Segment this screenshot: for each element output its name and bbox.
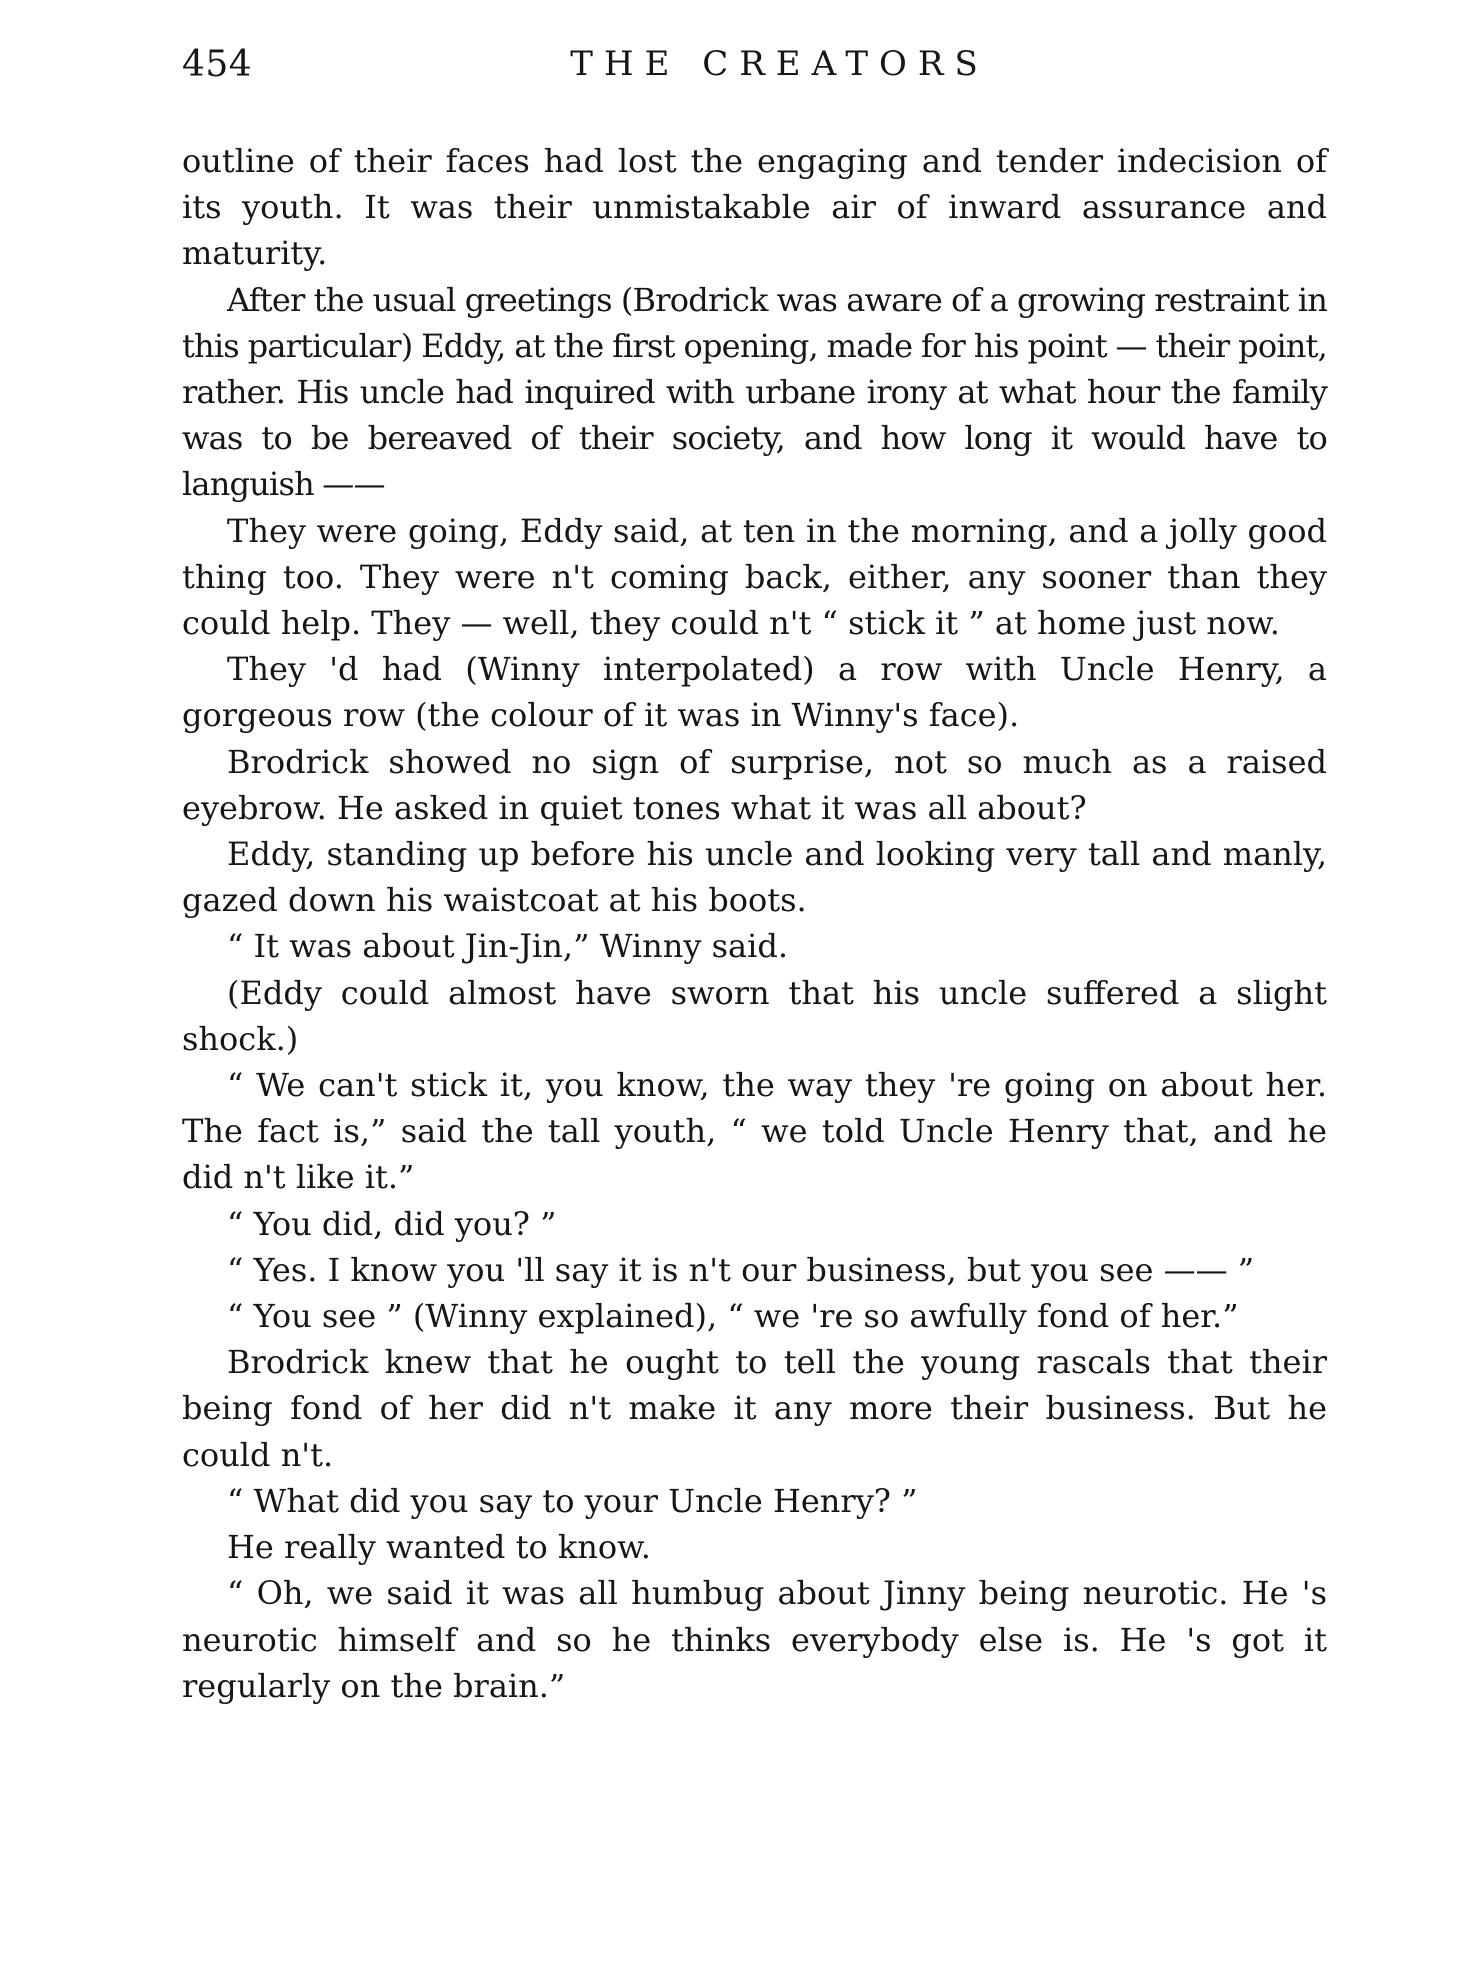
paragraph: “ Yes. I know you 'll say it is n't our business, but you see —— ” [227,1250,1255,1289]
paragraph: After the usual greetings (Brodrick was aware of a growing restraint in this particular) Eddy, at the first opening, made for his point — their point, rather. His uncle had inquired with urbane irony at what hour the family was to be bereaved of their society, and how long it would have to languish —— [182,280,1327,504]
paragraph: “ Oh, we said it was all humbug about Jinny being neurotic. He 's neurotic himself and so he thinks everybody else is. He 's got it regularly on the brain.” [182,1574,1327,1705]
paragraph: Brodrick knew that he ought to tell the young rascals that their being fond of her did n't make it any more their business. But he could n't. [182,1343,1327,1474]
paragraph: Brodrick showed no sign of surprise, not so much as a raised eyebrow. He asked in quiet tones what it was all about? [182,742,1327,827]
paragraph: They were going, Eddy said, at ten in the morning, and a jolly good thing too. They were n't coming back, either, any sooner than they could help. They — well, they could n't “ stick it ” at home just now. [182,511,1327,643]
page-number: 454 [182,44,253,85]
paragraph: He really wanted to know. [227,1528,651,1567]
paragraph: “ You did, did you? ” [227,1204,557,1243]
paragraph: “ We can't stick it, you know, the way they 're going on about her. The fact is,” said the tall youth, “ we told Uncle Henry that, and he did n't like it.” [182,1066,1327,1197]
paragraph: They 'd had (Winny interpolated) a row with Uncle Henry, a gorgeous row (the colour of it was in Winny's face). [182,650,1327,735]
paragraph: “ What did you say to your Uncle Henry? ” [227,1481,918,1520]
paragraph: “ You see ” (Winny explained), “ we 're so awfully fond of her.” [227,1297,1239,1336]
book-title: THE CREATORS [570,44,989,84]
paragraph: “ It was about Jin-Jin,” Winny said. [227,927,789,966]
running-head [182,44,1327,104]
paragraph: Eddy, standing up before his uncle and looking very tall and manly, gazed down his waistcoat at his boots. [182,835,1327,920]
paragraph: (Eddy could almost have sworn that his uncle suffered a slight shock.) [182,973,1327,1058]
body-text [182,138,1327,1709]
paragraph: outline of their faces had lost the engaging and tender indecision of its youth. It was their unmistakable air of inward assurance and maturity. [182,142,1327,273]
